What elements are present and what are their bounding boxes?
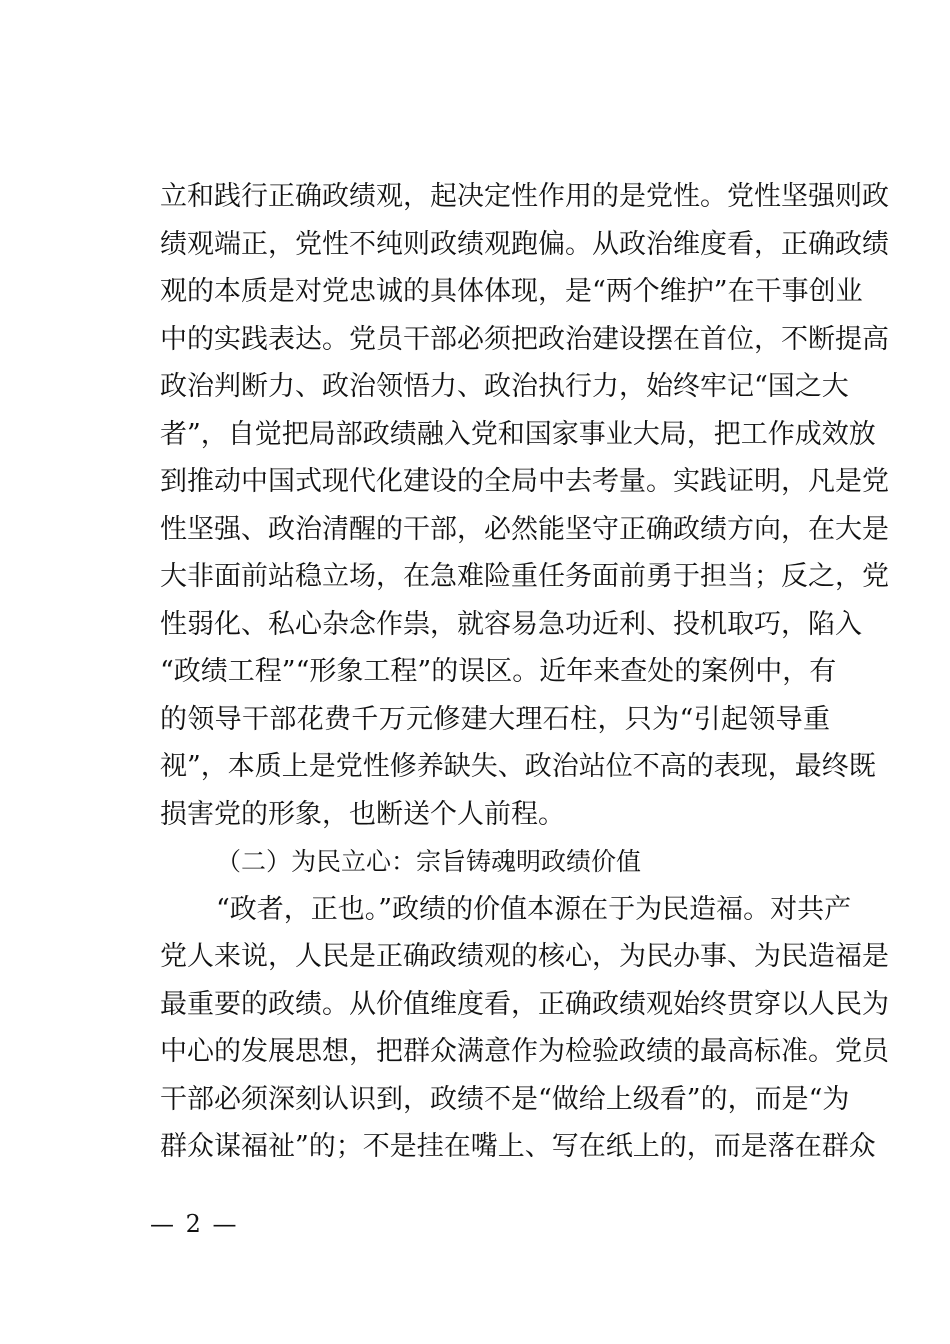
text-line: 性坚强、政治清醒的干部，必然能坚守正确政绩方向，在大是 — [160, 513, 889, 545]
section-heading: （二）为民立心：宗旨铸魂明政绩价值 — [216, 847, 642, 876]
text-line: 最重要的政绩。从价值维度看，正确政绩观始终贯穿以人民为 — [160, 988, 889, 1020]
text-line: “政者，正也。”政绩的价值本源在于为民造福。对共产 — [216, 893, 852, 925]
text-line: “政绩工程”“形象工程”的误区。近年来查处的案例中，有 — [160, 656, 837, 687]
paragraph-2 — [160, 886, 889, 1171]
text-line: 到推动中国式现代化建设的全局中去考量。实践证明，凡是党 — [160, 466, 889, 497]
text-line: 的领导干部花费千万元修建大理石柱，只为“引起领导重 — [160, 703, 830, 735]
text-line: 大非面前站稳立场，在急难险重任务面前勇于担当；反之，党 — [160, 561, 889, 592]
text-line: 中心的发展思想，把群众满意作为检验政绩的最高标准。党员 — [160, 1036, 889, 1067]
text-line: 视”，本质上是党性修养缺失、政治站位不高的表现，最终既 — [160, 751, 876, 782]
text-line: 立和践行正确政绩观，起决定性作用的是党性。党性坚强则政 — [160, 181, 889, 212]
text-line: 党人来说，人民是正确政绩观的核心，为民办事、为民造福是 — [160, 941, 889, 972]
text-line: 损害党的形象，也断送个人前程。 — [160, 798, 565, 830]
text-line: 群众谋福祉”的；不是挂在嘴上、写在纸上的，而是落在群众 — [160, 1131, 876, 1162]
document-body — [160, 173, 889, 1171]
text-line: 中的实践表达。党员干部必须把政治建设摆在首位，不断提高 — [160, 323, 889, 355]
text-line: 政治判断力、政治领悟力、政治执行力，始终牢记“国之大 — [160, 371, 849, 402]
text-line: 绩观端正，党性不纯则政绩观跑偏。从政治维度看，正确政绩 — [160, 228, 889, 260]
text-line: 者”，自觉把局部政绩融入党和国家事业大局，把工作成效放 — [160, 418, 876, 450]
text-line: 观的本质是对党忠诚的具体体现，是“两个维护”在干事创业 — [160, 276, 863, 307]
text-line: 干部必须深刻认识到，政绩不是“做给上级看”的，而是“为 — [160, 1083, 850, 1115]
page-number: — 2 — — [150, 1210, 239, 1238]
paragraph-1 — [160, 173, 889, 838]
text-line: 性弱化、私心杂念作祟，就容易急功近利、投机取巧，陷入 — [160, 608, 862, 640]
